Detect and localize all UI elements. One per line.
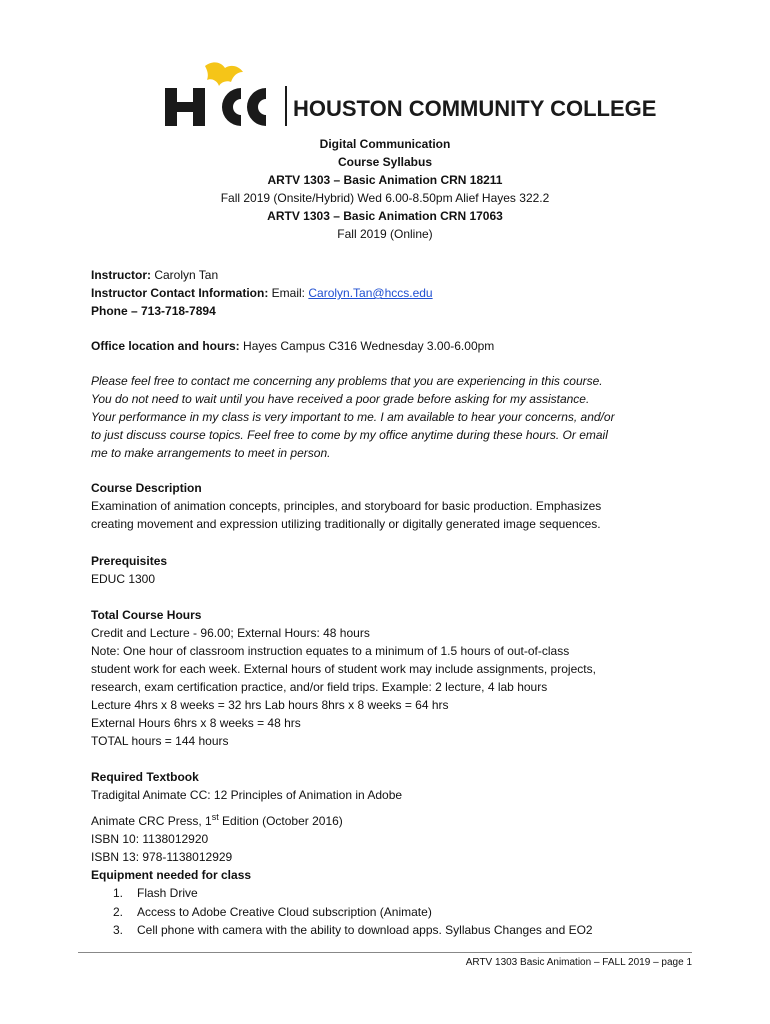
hours-line: Credit and Lecture - 96.00; External Hours: 48 hours bbox=[91, 626, 370, 640]
email-link[interactable]: Carolyn.Tan@hccs.edu bbox=[308, 286, 433, 300]
header-line5: ARTV 1303 – Basic Animation CRN 17063 bbox=[267, 209, 503, 223]
equipment-title: Equipment needed for class bbox=[91, 868, 252, 882]
description-section bbox=[91, 479, 691, 533]
note-line: me to make arrangements to meet in person. bbox=[91, 446, 331, 460]
textbook-line2b: Edition (October 2016) bbox=[218, 814, 343, 828]
item-number: 2. bbox=[113, 904, 124, 919]
office-label: Office location and hours: bbox=[91, 339, 240, 353]
prereq-value: EDUC 1300 bbox=[91, 572, 156, 586]
textbook-line1: Tradigital Animate CC: 12 Principles of Animation in Adobe bbox=[91, 788, 403, 802]
hours-line: Note: One hour of classroom instruction equates to a minimum of 1.5 hours of out-of-class bbox=[91, 644, 570, 658]
prereq-section bbox=[91, 552, 691, 588]
isbn10: ISBN 10: 1138012920 bbox=[91, 832, 209, 846]
note-line: You do not need to wait until you have received a poor grade before asking for my assistance. bbox=[91, 392, 590, 406]
header-line4: Fall 2019 (Onsite/Hybrid) Wed 6.00-8.50pm Alief Hayes 322.2 bbox=[220, 191, 550, 205]
eagle-icon bbox=[205, 62, 243, 86]
office-section bbox=[91, 337, 691, 355]
contact-note bbox=[91, 372, 691, 462]
instructor-name: Carolyn Tan bbox=[154, 268, 219, 282]
header-line6: Fall 2019 (Online) bbox=[337, 227, 433, 241]
description-title: Course Description bbox=[91, 481, 202, 495]
hours-line: research, exam certification practice, and/or field trips. Example: 2 lecture, 4 lab hours bbox=[91, 680, 548, 694]
hours-section bbox=[91, 606, 691, 750]
page-footer: ARTV 1303 Basic Animation – FALL 2019 – page 1 bbox=[465, 957, 692, 968]
isbn13: ISBN 13: 978-1138012929 bbox=[91, 850, 233, 864]
header-line1: Digital Communication bbox=[319, 137, 451, 151]
note-line: Please feel free to contact me concerning any problems that you are experiencing in this course. bbox=[91, 374, 603, 388]
description-line: Examination of animation concepts, principles, and storyboard for basic production. Emphasizes bbox=[91, 499, 602, 513]
email-prefix: Email: bbox=[271, 286, 306, 300]
note-line: Your performance in my class is very important to me. I am available to hear your concerns, and/or bbox=[91, 410, 615, 424]
description-line: creating movement and expression utilizing traditionally or digitally generated image sequences. bbox=[91, 517, 601, 531]
hcc-letters bbox=[165, 88, 266, 126]
equipment-section bbox=[91, 866, 691, 940]
textbook-section bbox=[91, 768, 691, 866]
footer-divider bbox=[78, 952, 692, 953]
list-item bbox=[91, 903, 691, 922]
header-line2: Course Syllabus bbox=[337, 155, 433, 169]
hcc-logo bbox=[163, 58, 657, 130]
hours-line: Lecture 4hrs x 8 weeks = 32 hrs Lab hours 8hrs x 8 weeks = 64 hrs bbox=[91, 698, 449, 712]
hours-title: Total Course Hours bbox=[91, 608, 202, 622]
textbook-line2a: Animate CRC Press, 1 bbox=[91, 814, 212, 828]
note-line: to just discuss course topics. Feel free to come by my office anytime during these hours. Or email bbox=[91, 428, 608, 442]
list-item bbox=[91, 884, 691, 903]
instructor-section bbox=[91, 266, 691, 320]
header-line3: ARTV 1303 – Basic Animation CRN 18211 bbox=[267, 173, 503, 187]
item-number: 1. bbox=[113, 886, 124, 900]
instructor-label: Instructor: bbox=[91, 268, 151, 282]
equipment-list bbox=[91, 884, 691, 940]
college-name: HOUSTON COMMUNITY COLLEGE bbox=[293, 96, 657, 121]
list-item bbox=[91, 921, 691, 940]
prereq-title: Prerequisites bbox=[91, 554, 168, 568]
textbook-title: Required Textbook bbox=[91, 770, 199, 784]
office-value: Hayes Campus C316 Wednesday 3.00-6.00pm bbox=[243, 339, 495, 353]
hcc-logo-graphic bbox=[163, 58, 657, 130]
contact-label: Instructor Contact Information: bbox=[91, 286, 269, 300]
hours-line: student work for each week. External hours of student work may include assignments, projects, bbox=[91, 662, 596, 676]
item-text: Flash Drive bbox=[137, 886, 198, 900]
hours-line: TOTAL hours = 144 hours bbox=[91, 734, 229, 748]
hours-line: External Hours 6hrs x 8 weeks = 48 hrs bbox=[91, 716, 301, 730]
phone: Phone – 713-718-7894 bbox=[91, 304, 216, 318]
item-text: Cell phone with camera with the ability to download apps. Syllabus Changes and EO2 bbox=[137, 923, 593, 937]
item-number: 3. bbox=[113, 923, 124, 937]
textbook-line2sup: st bbox=[211, 812, 219, 822]
course-header bbox=[0, 135, 770, 243]
item-text: Access to Adobe Creative Cloud subscription (Animate) bbox=[137, 904, 432, 919]
